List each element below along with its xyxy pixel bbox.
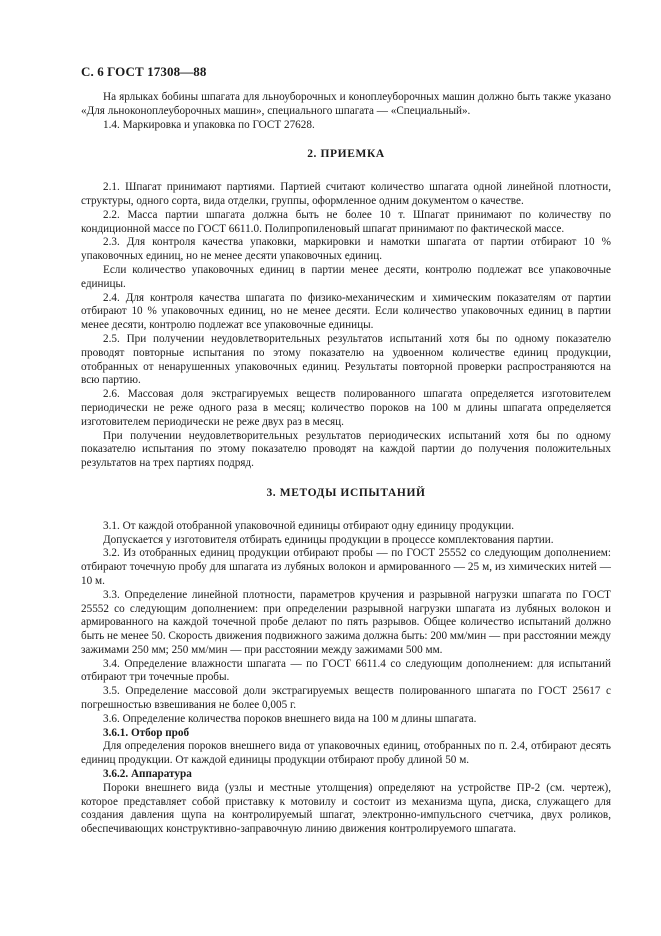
paragraph: Пороки внешнего вида (узлы и местные утолщения) определяют на устройстве ПР-2 (см. чертеж), которое представляет собой приставку к мотовилу и состоит из механизма щупа, диска, служащего для создания давления щупа на контролируемый шпагат, электронно-импульсного счетчика, двух роликов, обеспечивающих конструктивно-заправочную линию движения контролируемого шпагата. [81, 781, 611, 836]
paragraph: Для определения пороков внешнего вида от упаковочных единиц, отобранных по п. 2.4, отбирают десять единиц продукции. От каждой единицы продукции отбирают пробу длиной 50 м. [81, 740, 611, 767]
paragraph: Если количество упаковочных единиц в партии менее десяти, контролю подлежат все упаковочные единицы. [81, 263, 611, 290]
paragraph: 2.1. Шпагат принимают партиями. Партией считают количество шпагата одной линейной плотности, структуры, одного сорта, вида отделки, группы, оформленное одним документом о качестве. [81, 181, 611, 207]
paragraph: 2.6. Массовая доля экстрагируемых веществ полированного шпагата определяется изготовителем периодически не реже одного раза в месяц; количество пороков на 100 м длины шпагата определяется изготовителем периодически не реже двух раз в месяц. [81, 388, 611, 428]
paragraph: На ярлыках бобины шпагата для льноуборочных и коноплеуборочных машин должно быть также указано «Для льноконоплеуборочных машин», специального шпагата — «Специальный». [81, 91, 611, 117]
paragraph: 3.3. Определение линейной плотности, параметров кручения и разрывной нагрузки шпагата по ГОСТ 25552 со следующим дополнением: при определении разрывной нагрузки шпагата из лубяных волокон и армированного на каждой точечной пробе делают по пять разрывов. Общее количество испытаний должно быть не менее 50. Скорость движения подвижного зажима должна быть: 200 мм/мин — при расстоянии между зажимами 250 мм; 250 мм/мин — при расстоянии между зажимами 500 мм. [81, 588, 611, 656]
section-heading: 3. МЕТОДЫ ИСПЫТАНИЙ [266, 486, 426, 499]
paragraph: При получении неудовлетворительных результатов периодических испытаний хотя бы по одному показателю испытания по этому показателю проводят на каждой партии до получения положительных результатов на трех партиях подряд. [81, 429, 611, 470]
section-heading: 2. ПРИЕМКА [307, 148, 385, 161]
paragraph: Допускается у изготовителя отбирать единицы продукции в процессе комплектования партии. [103, 533, 554, 546]
paragraph: 2.5. При получении неудовлетворительных результатов испытаний хотя бы по одному показателю проводят повторные испытания по этому показателю на удвоенном количестве единиц продукции, отобранных от ненарушенных упаковочных единиц. Результаты повторной проверки распространяются на всю партию. [81, 332, 611, 387]
paragraph: 3.2. Из отобранных единиц продукции отбирают пробы — по ГОСТ 25552 со следующим дополнением: отбирают точечную пробу для шпагата из лубяных волокон и армированного — 25 м, из химических нитей — 10 м. [81, 547, 611, 587]
paragraph: 3.5. Определение массовой доли экстрагируемых веществ полированного шпагата по ГОСТ 25617 с погрешностью взвешивания не более 0,005 г. [81, 685, 611, 712]
paragraph: 3.4. Определение влажности шпагата — по ГОСТ 6611.4 со следующим дополнением: для испытаний отбирают три точечные пробы. [81, 657, 611, 684]
paragraph: 2.4. Для контроля качества шпагата по физико-механическим и химическим показателям от партии отбирают 10 % упаковочных единиц, но не менее десяти. Если количество упаковочных единиц в партии менее десяти, контролю подлежат все упаковочные единицы. [81, 291, 611, 332]
subsection-heading: 3.6.2. Аппаратура [103, 768, 192, 781]
paragraph: 3.1. От каждой отобранной упаковочной единицы отбирают одну единицу продукции. [103, 519, 515, 532]
document-body [81, 91, 611, 837]
paragraph: 1.4. Маркировка и упаковка по ГОСТ 27628. [103, 118, 315, 131]
paragraph: 2.3. Для контроля качества упаковки, маркировки и намотки шпагата от партии отбирают 10 % упаковочных единиц, но не менее десяти упаковочных единиц. [81, 236, 611, 263]
subsection-heading: 3.6.1. Отбор проб [103, 726, 190, 739]
paragraph: 2.2. Масса партии шпагата должна быть не более 10 т. Шпагат принимают по количеству по кондиционной массе по ГОСТ 6611.0. Полипропиленовый шпагат принимают по фактической массе. [81, 208, 611, 235]
page-header: С. 6 ГОСТ 17308—88 [81, 64, 207, 79]
paragraph: 3.6. Определение количества пороков внешнего вида на 100 м длины шпагата. [103, 712, 477, 725]
